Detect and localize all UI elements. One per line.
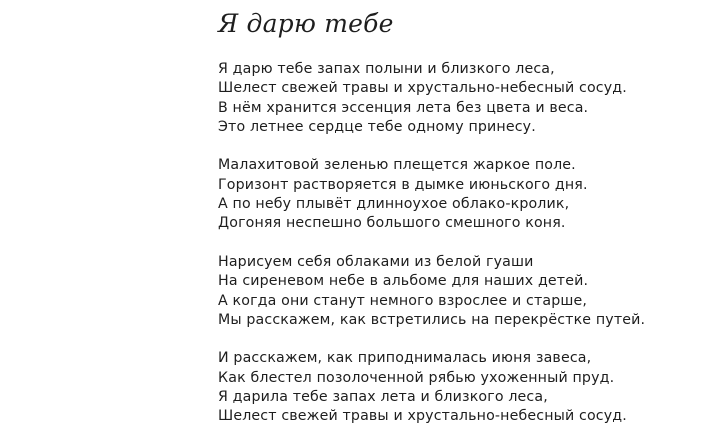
poem-line: А по небу плывёт длинноухое облако-кролик, [218,196,570,213]
poem-line: Я дарю тебе запах полыни и близкого леса, [218,61,555,77]
poem-line: Малахитовой зеленью плещется жаркое поле. [218,157,576,174]
poem-line: А когда они станут немного взрослее и старше, [218,292,588,309]
poem-line: Как блестел позолоченной рябью ухоженный пруд. [218,369,615,386]
poem-line: Мы расскажем, как встретились на перекрёстке путей. [218,311,646,328]
poem-line: Шелест свежей травы и хрустально-небесный сосуд. [218,80,627,97]
poem-body [218,60,645,427]
stanza-3 [218,253,645,330]
poem-line: В нём хранится эссенция лета без цвета и веса. [218,99,589,116]
stanza-1 [218,60,645,137]
poem-line: Горизонт растворяется в дымке июньского дня. [218,176,588,193]
poem-line: И расскажем, как приподнималась июня завеса, [218,350,592,367]
poem-line: Догоняя неспешно большого смешного коня. [218,215,566,232]
stanza-4 [218,349,645,426]
poem-line: Шелест свежей травы и хрустально-небесный сосуд. [218,408,627,425]
poem-line: Это летнее сердце тебе одному принесу. [218,118,536,135]
poem-line: Я дарила тебе запах лета и близкого леса, [218,389,548,406]
poem-line: На сиреневом небе в альбоме для наших детей. [218,273,589,290]
poem-line: Нарисуем себя облаками из белой гуаши [218,253,534,270]
stanza-2 [218,156,645,233]
poem-title: Я дарю тебе [218,9,394,38]
